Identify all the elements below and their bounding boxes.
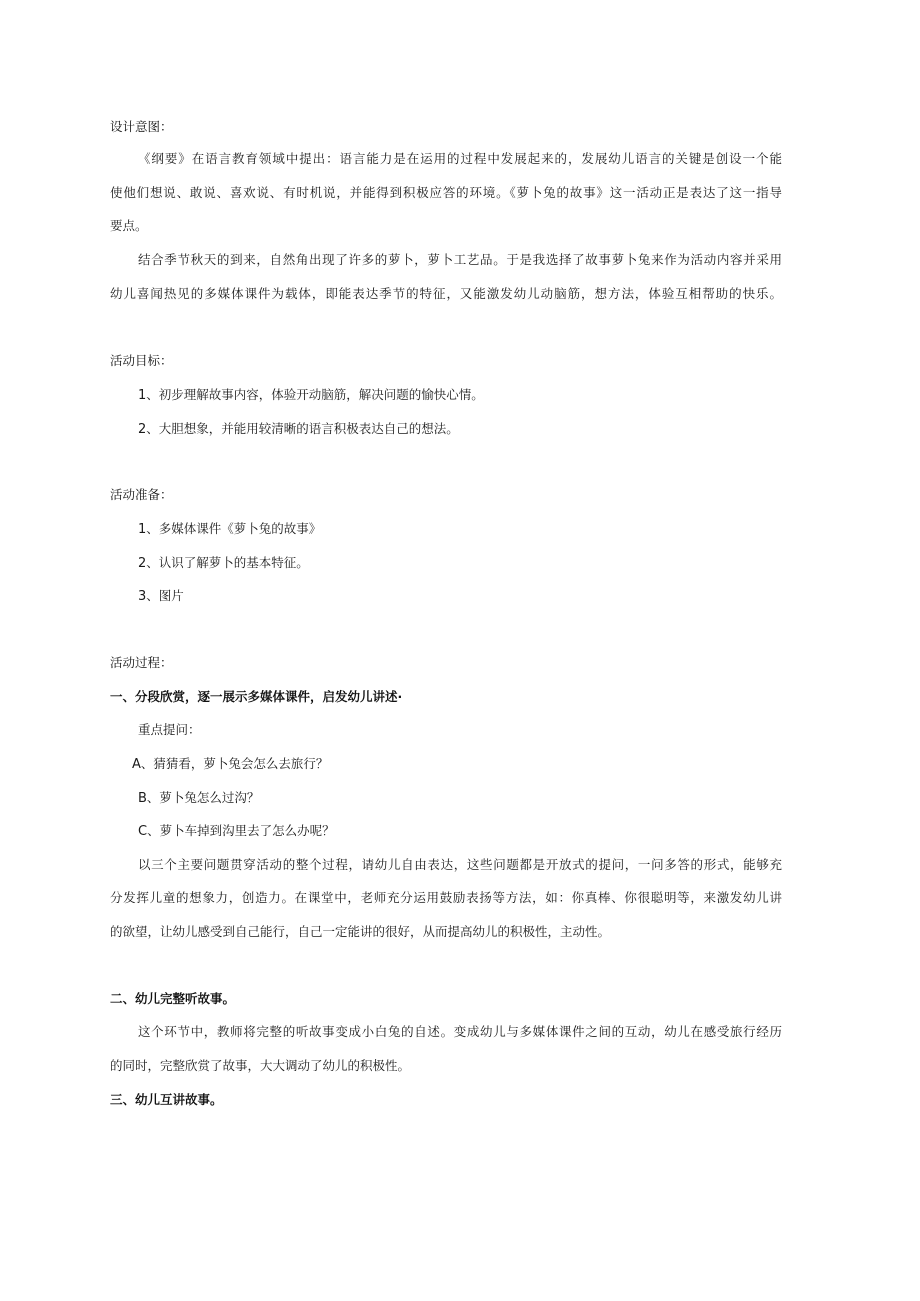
design-intent-paragraph-2-line-1: 结合季节秋天的到来，自然角出现了许多的萝卜，萝卜工艺品。于是我选择了故事萝卜兔来作为活动内容并采用 [138,252,782,267]
goal-item-1-number: 1 [138,388,147,403]
step-1-paragraph-line-2: 分发挥儿童的想象力，创造力。在课堂中，老师充分运用鼓励表扬等方法，如：你真棒、你很聪明等，来激发幼儿讲 [110,890,782,905]
key-questions-label: 重点提问： [138,722,201,737]
preparation-item-3-text: 、图片 [146,588,184,603]
preparation-item-2-number: 2 [138,556,147,571]
goal-item-2-number: 2 [138,422,147,437]
question-b-letter: B [138,791,147,806]
preparation-item-2 [138,555,309,572]
question-c-text: 、萝卜车掉到沟里去了怎么办呢？ [147,823,335,838]
preparation-item-3-number: 3 [138,589,147,604]
question-c [138,823,335,840]
question-a-letter: A [132,757,141,772]
preparation-item-3 [138,588,184,605]
design-intent-paragraph-1-line-3: 要点。 [110,218,148,233]
preparation-heading: 活动准备： [110,487,173,502]
design-intent-paragraph-1-line-2: 使他们想说、敢说、喜欢说、有时机说，并能得到积极应答的环境。《萝卜兔的故事》这一活动正是表达了这一指导 [110,185,782,200]
preparation-item-1-number: 1 [138,522,147,537]
process-heading: 活动过程： [110,655,173,670]
design-intent-heading: 设计意图： [110,119,173,134]
step-2-paragraph-line-1: 这个环节中，教师将完整的听故事变成小白兔的自述。变成幼儿与多媒体课件之间的互动，幼儿在感受旅行经历 [138,1024,782,1039]
goal-item-1 [138,387,484,404]
preparation-item-1-text: 、多媒体课件《萝卜兔的故事》 [146,521,322,536]
question-c-letter: C [138,824,148,839]
process-step-2-title: 二、幼儿完整听故事。 [110,991,236,1006]
goal-item-2 [138,421,459,438]
preparation-item-1 [138,521,321,538]
question-b-text: 、萝卜兔怎么过沟？ [146,790,260,805]
step-2-paragraph-line-2: 的同时，完整欣赏了故事，大大调动了幼儿的积极性。 [110,1058,411,1073]
question-b [138,790,259,807]
goals-heading: 活动目标： [110,353,173,368]
goal-item-1-text: 、初步理解故事内容，体验开动脑筋，解决问题的愉快心情。 [146,387,484,402]
process-step-1-title: 一、分段欣赏，逐一展示多媒体课件，启发幼儿讲述· [110,689,403,704]
preparation-item-2-text: 、认识了解萝卜的基本特征。 [146,555,309,570]
design-intent-paragraph-1-line-1: 《纲要》在语言教育领域中提出：语言能力是在运用的过程中发展起来的，发展幼儿语言的关键是创设一个能 [138,151,782,166]
question-a [132,756,328,773]
question-a-text: 、猜猜看，萝卜兔会怎么去旅行？ [140,756,329,771]
process-step-3-title: 三、幼儿互讲故事。 [110,1092,223,1107]
design-intent-paragraph-2-line-2: 幼儿喜闻热见的多媒体课件为载体，即能表达季节的特征，又能激发幼儿动脑筋，想方法，体验互相帮助的快乐。 [110,286,782,301]
goal-item-2-text: 、大胆想象，并能用较清晰的语言积极表达自己的想法。 [146,421,459,436]
step-1-paragraph-line-3: 的欲望，让幼儿感受到自己能行，自己一定能讲的很好，从而提高幼儿的积极性，主动性。 [110,924,611,939]
step-1-paragraph-line-1: 以三个主要问题贯穿活动的整个过程，请幼儿自由表达，这些问题都是开放式的提问，一问多答的形式，能够充 [138,857,782,872]
